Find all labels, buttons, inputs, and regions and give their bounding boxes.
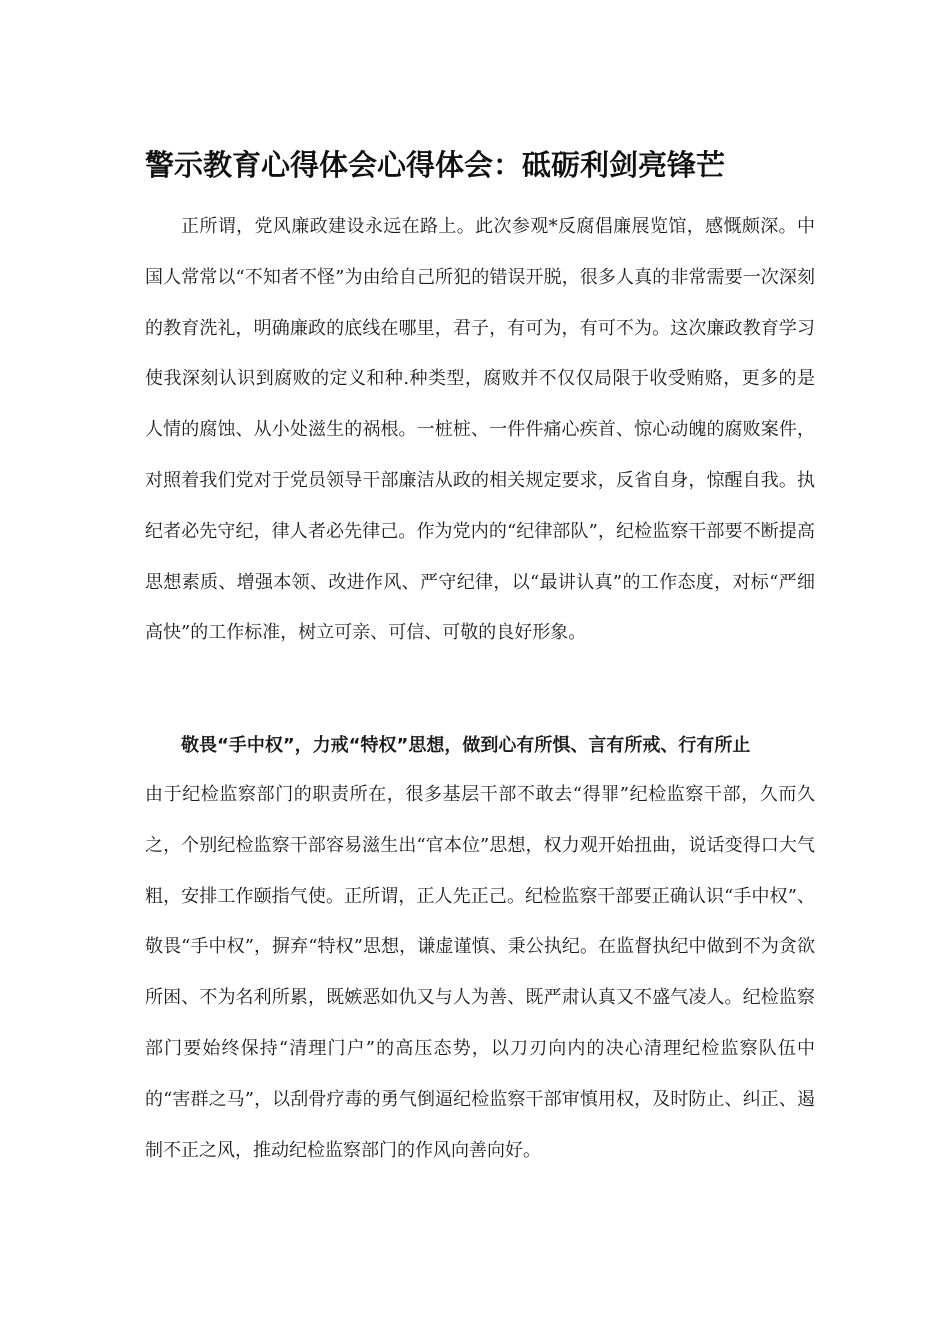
body-paragraph-1: 正所谓，党风廉政建设永远在路上。此次参观*反腐倡廉展览馆，感慨颇深。中国人常常以“不知者不怪”为由给自己所犯的错误开脱，很多人真的非常需要一次深刻的教育洗礼，明确廉政的底线在哪里，君子，有可为，有可不为。这次廉政教育学习使我深刻认识到腐败的定义和种.种类型，腐败并不仅仅局限于收受贿赂，更多的是人情的腐蚀、从小处滋生的祸根。一桩桩、一件件痛心疾首、惊心动魄的腐败案件，对照着我们党对于党员领导干部廉洁从政的相关规定要求，反省自身，惊醒自我。执纪者必先守纪，律人者必先律己。作为党内的“纪律部队”，纪检监察干部要不断提高思想素质、增强本领、改进作风、严守纪律，以“最讲认真”的工作态度，对标“严细高快”的工作标准，树立可亲、可信、可敬的良好形象。 [145,216,815,644]
document-title: 警示教育心得体会心得体会：砥砺利剑亮锋芒 [145,148,726,182]
section-heading: 敬畏“手中权”，力戒“特权”思想，做到心有所惧、言有所戒、行有所止 [181,735,751,756]
body-paragraph-2: 由于纪检监察部门的职责所在，很多基层干部不敢去“得罪”纪检监察干部，久而久之，个别纪检监察干部容易滋生出“官本位”思想，权力观开始扭曲，说话变得口大气粗，安排工作颐指气使。正所谓，正人先正己。纪检监察干部要正确认识“手中权”、敬畏“手中权”，摒弃“特权”思想，谦虚谨慎、秉公执纪。在监督执纪中做到不为贪欲所困、不为名利所累，既嫉恶如仇又与人为善、既严肃认真又不盛气凌人。纪检监察部门要始终保持“清理门户”的高压态势，以刀刃向内的决心清理纪检监察队伍中的“害群之马”，以刮骨疗毒的勇气倒逼纪检监察干部审慎用权，及时防止、纠正、遏制不正之风，推动纪检监察部门的作风向善向好。 [145,784,815,1161]
